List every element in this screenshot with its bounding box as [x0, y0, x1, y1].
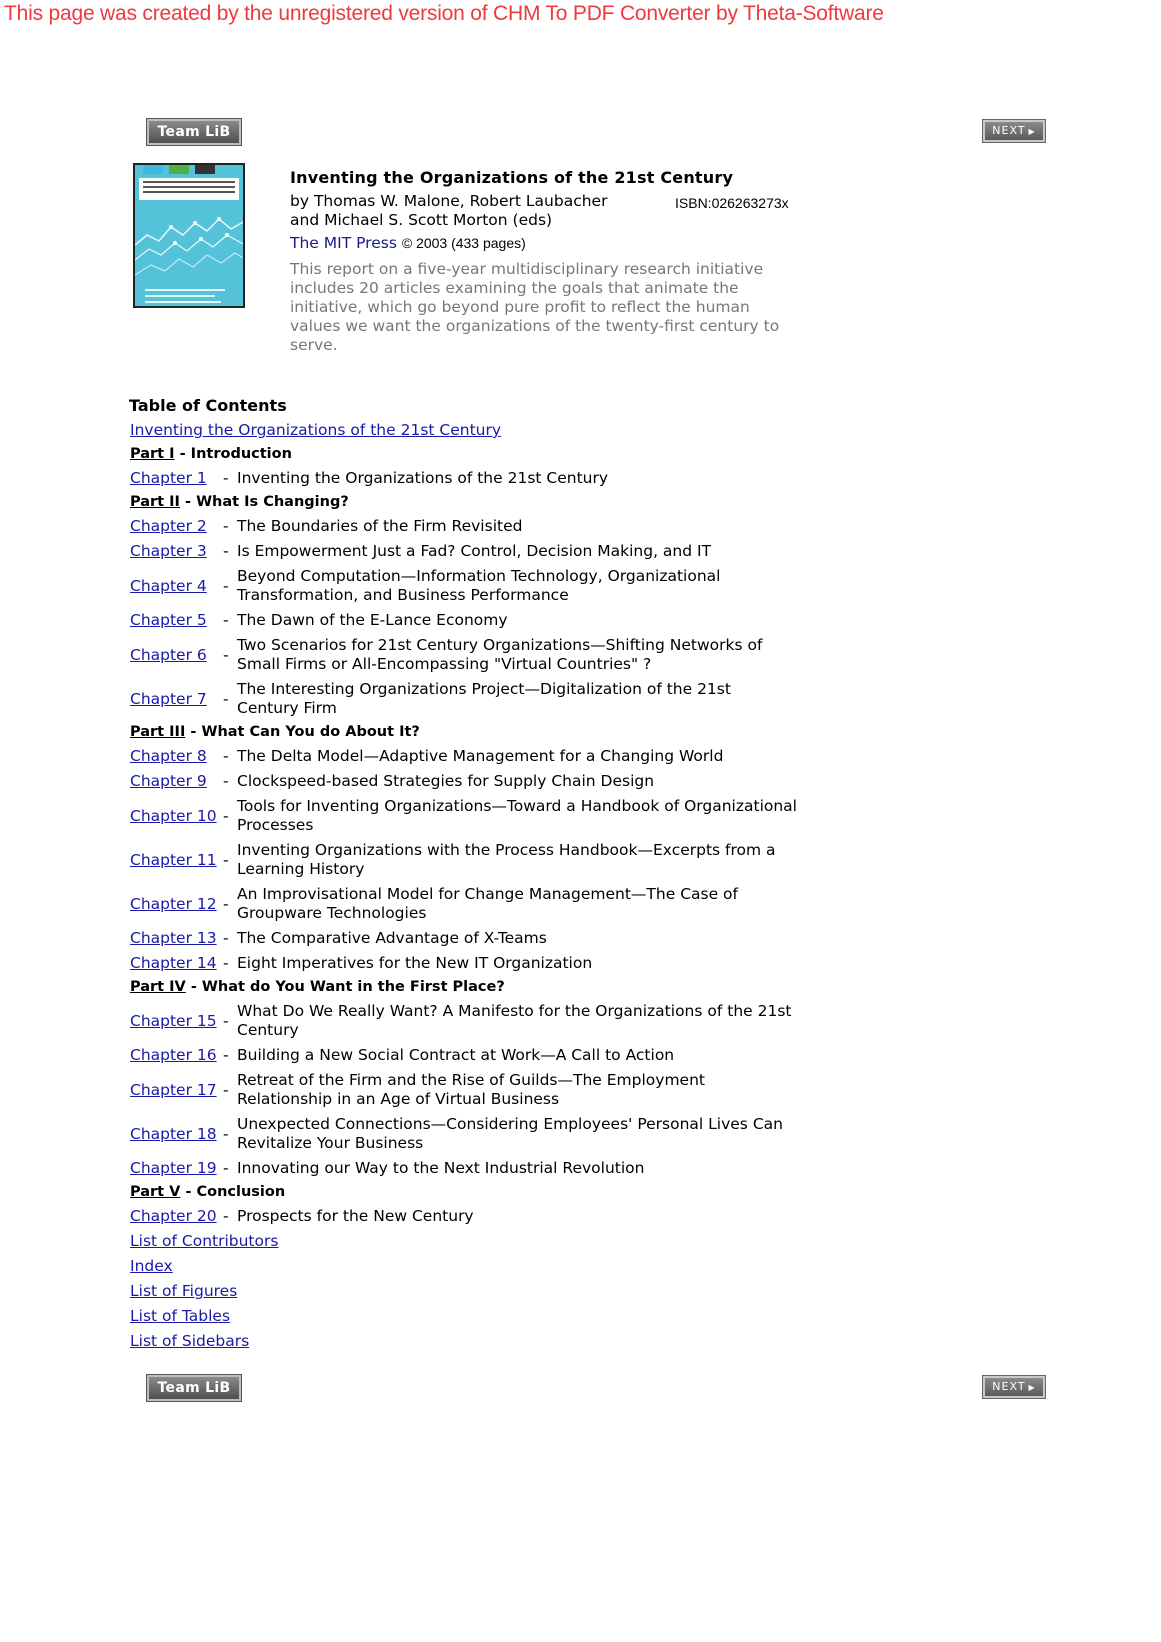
toc-heading: Table of Contents	[129, 396, 287, 415]
toc-chapter-row	[130, 882, 810, 926]
toc-chapter-row	[130, 677, 810, 721]
chapter-link[interactable]: Chapter 12	[130, 894, 217, 913]
toc-link[interactable]: List of Tables	[130, 1307, 231, 1325]
part-title: - What do You Want in the First Place?	[185, 979, 505, 995]
cover-band-blue	[143, 165, 163, 174]
part-number[interactable]: Part V	[130, 1184, 181, 1200]
chapter-dash: -	[223, 954, 229, 972]
chapter-link-cell	[130, 929, 223, 948]
toc-chapter-row	[130, 999, 810, 1043]
chapter-title: The Boundaries of the Firm Revisited	[237, 517, 523, 535]
cover-band-green	[169, 165, 189, 174]
chapter-title: Clockspeed-based Strategies for Supply Chain Design	[237, 772, 655, 790]
next-label: NEXT	[992, 1380, 1026, 1393]
converter-watermark: This page was created by the unregistered version of CHM To PDF Converter by Theta-Software	[4, 2, 884, 25]
toc-chapter-row	[130, 466, 810, 491]
toc-part-row	[130, 443, 810, 466]
toc-link-row	[130, 1229, 810, 1254]
toc-link[interactable]: List of Sidebars	[130, 1332, 250, 1350]
chapter-link[interactable]: Chapter 8	[130, 747, 207, 765]
toc-chapter-row	[130, 608, 810, 633]
chapter-dash: -	[223, 611, 229, 629]
toc-link-row	[130, 1279, 810, 1304]
chapter-link-cell	[130, 772, 223, 791]
toc-part-row	[130, 491, 810, 514]
chapter-link[interactable]: Chapter 1	[130, 469, 207, 487]
chapter-dash: -	[223, 1159, 229, 1177]
toc-link[interactable]: Index	[130, 1257, 173, 1275]
chapter-link-cell	[130, 747, 223, 766]
book-description: This report on a five-year multidisciplinary research initiative includes 20 articles examining the goals that animate the initiative, which go beyond pure profit to reflect the human values we want the organizations of the twenty-first century to serve.	[290, 260, 780, 354]
toc-link[interactable]: Inventing the Organizations of the 21st Century	[130, 421, 502, 439]
chapter-link[interactable]: Chapter 3	[130, 542, 207, 560]
chapter-dash: -	[223, 747, 229, 765]
part-number[interactable]: Part I	[130, 446, 175, 462]
part-number[interactable]: Part IV	[130, 979, 186, 995]
book-isbn: ISBN:026263273x	[675, 195, 789, 211]
chapter-dash: -	[223, 1011, 229, 1030]
chapter-dash: -	[223, 894, 229, 913]
toc-link-row	[130, 1254, 810, 1279]
play-arrow-icon: ▶	[1028, 127, 1036, 136]
chapter-link-cell	[130, 1081, 223, 1100]
toc-chapter-row	[130, 539, 810, 564]
team-lib-button-top[interactable]: Team LiB	[147, 119, 241, 145]
next-button-bottom[interactable]	[983, 1376, 1045, 1398]
chapter-title: Retreat of the Firm and the Rise of Guilds—The Employment Relationship in an Age of Virtual Business	[237, 1071, 705, 1108]
toc-link[interactable]: List of Contributors	[130, 1232, 279, 1250]
chapter-title: An Improvisational Model for Change Management—The Case of Groupware Technologies	[237, 885, 738, 922]
toc-link-row	[130, 418, 810, 443]
chapter-title: Eight Imperatives for the New IT Organization	[237, 954, 593, 972]
toc-chapter-row	[130, 926, 810, 951]
chapter-link-cell	[130, 1046, 223, 1065]
next-label: NEXT	[992, 124, 1026, 137]
table-of-contents	[130, 418, 810, 1354]
chapter-dash: -	[223, 1124, 229, 1143]
cover-band-black	[195, 165, 215, 174]
toc-chapter-row	[130, 564, 810, 608]
chapter-link[interactable]: Chapter 20	[130, 1207, 217, 1225]
toc-chapter-row	[130, 744, 810, 769]
chapter-link-cell	[130, 542, 223, 561]
chapter-link[interactable]: Chapter 10	[130, 806, 217, 825]
toc-chapter-row	[130, 1156, 810, 1181]
chapter-link[interactable]: Chapter 16	[130, 1046, 217, 1064]
chapter-dash: -	[223, 929, 229, 947]
toc-part-row	[130, 721, 810, 744]
chapter-link[interactable]: Chapter 9	[130, 772, 207, 790]
toc-chapter-row	[130, 1043, 810, 1068]
chapter-link-cell	[130, 577, 223, 596]
toc-chapter-row	[130, 1068, 810, 1112]
toc-link-row	[130, 1329, 810, 1354]
chapter-dash: -	[223, 645, 229, 664]
toc-chapter-row	[130, 633, 810, 677]
chapter-link-cell	[130, 807, 223, 826]
chapter-link-cell	[130, 517, 223, 536]
chapter-link-cell	[130, 1125, 223, 1144]
toc-part-row	[130, 976, 810, 999]
chapter-dash: -	[223, 576, 229, 595]
chapter-link[interactable]: Chapter 4	[130, 576, 207, 595]
chapter-link[interactable]: Chapter 15	[130, 1011, 217, 1030]
chapter-dash: -	[223, 772, 229, 790]
toc-chapter-row	[130, 769, 810, 794]
chapter-dash: -	[223, 469, 229, 487]
chapter-link[interactable]: Chapter 18	[130, 1124, 217, 1143]
cover-network-art	[135, 205, 245, 308]
next-button-top[interactable]	[983, 120, 1045, 142]
chapter-title: Inventing Organizations with the Process Handbook—Excerpts from a Learning History	[237, 841, 776, 878]
chapter-link[interactable]: Chapter 11	[130, 850, 217, 869]
chapter-dash: -	[223, 1046, 229, 1064]
chapter-link[interactable]: Chapter 19	[130, 1159, 217, 1177]
team-lib-button-bottom[interactable]: Team LiB	[147, 1375, 241, 1401]
toc-chapter-row	[130, 1112, 810, 1156]
chapter-dash: -	[223, 806, 229, 825]
part-title: - What Is Changing?	[179, 494, 349, 510]
toc-link-row	[130, 1304, 810, 1329]
book-title: Inventing the Organizations of the 21st Century	[290, 168, 734, 187]
chapter-link-cell	[130, 954, 223, 973]
chapter-dash: -	[223, 689, 229, 708]
chapter-title: Innovating our Way to the Next Industrial Revolution	[237, 1159, 645, 1177]
publication-date-pages: © 2003 (433 pages)	[401, 235, 526, 251]
chapter-link-cell	[130, 646, 223, 665]
publication-info	[290, 234, 800, 253]
part-number[interactable]: Part II	[130, 494, 180, 510]
chapter-link[interactable]: Chapter 5	[130, 611, 207, 629]
play-arrow-icon: ▶	[1028, 1383, 1036, 1392]
chapter-link-cell	[130, 1012, 223, 1031]
chapter-title: Building a New Social Contract at Work—A Call to Action	[237, 1046, 675, 1064]
chapter-title: Tools for Inventing Organizations—Toward a Handbook of Organizational Processes	[237, 797, 797, 834]
chapter-dash: -	[223, 1080, 229, 1099]
chapter-dash: -	[223, 1207, 229, 1225]
toc-part-row	[130, 1181, 810, 1204]
chapter-dash: -	[223, 517, 229, 535]
publisher-link[interactable]: The MIT Press	[290, 234, 397, 252]
chapter-link-cell	[130, 1159, 223, 1178]
part-title: - Introduction	[174, 446, 292, 462]
chapter-title: Beyond Computation—Information Technology, Organizational Transformation, and Business Performance	[237, 567, 721, 604]
part-title: - Conclusion	[180, 1184, 286, 1200]
cover-title-area	[139, 178, 239, 200]
chapter-link[interactable]: Chapter 13	[130, 929, 217, 947]
chapter-link[interactable]: Chapter 17	[130, 1080, 217, 1099]
toc-link[interactable]: List of Figures	[130, 1282, 238, 1300]
chapter-link[interactable]: Chapter 6	[130, 645, 207, 664]
toc-chapter-row	[130, 794, 810, 838]
chapter-link-cell	[130, 690, 223, 709]
toc-chapter-row	[130, 838, 810, 882]
toc-chapter-row	[130, 1204, 810, 1229]
chapter-link[interactable]: Chapter 7	[130, 689, 207, 708]
chapter-link-cell	[130, 1207, 223, 1226]
chapter-title: The Interesting Organizations Project—Digitalization of the 21st Century Firm	[237, 680, 731, 717]
part-title: - What Can You do About It?	[185, 724, 420, 740]
chapter-dash: -	[223, 542, 229, 560]
book-metadata	[290, 168, 800, 355]
chapter-title: The Dawn of the E-Lance Economy	[237, 611, 508, 629]
chapter-title: The Comparative Advantage of X-Teams	[237, 929, 547, 947]
chapter-title: Unexpected Connections—Considering Employees' Personal Lives Can Revitalize Your Business	[237, 1115, 783, 1152]
chapter-title: Prospects for the New Century	[237, 1207, 474, 1225]
chapter-link[interactable]: Chapter 2	[130, 517, 207, 535]
chapter-title: Inventing the Organizations of the 21st Century	[237, 469, 609, 487]
chapter-title: What Do We Really Want? A Manifesto for the Organizations of the 21st Century	[237, 1002, 792, 1039]
book-authors: by Thomas W. Malone, Robert Laubacher and Michael S. Scott Morton (eds)	[290, 192, 608, 229]
chapter-title: Two Scenarios for 21st Century Organizations—Shifting Networks of Small Firms or All-Encompassing "Virtual Countries" ?	[237, 636, 763, 673]
chapter-link-cell	[130, 469, 223, 488]
part-number[interactable]: Part III	[130, 724, 186, 740]
chapter-title: The Delta Model—Adaptive Management for a Changing World	[237, 747, 724, 765]
book-cover-image	[133, 163, 245, 308]
chapter-link-cell	[130, 851, 223, 870]
toc-chapter-row	[130, 951, 810, 976]
toc-chapter-row	[130, 514, 810, 539]
chapter-link-cell	[130, 611, 223, 630]
chapter-link-cell	[130, 895, 223, 914]
chapter-dash: -	[223, 850, 229, 869]
chapter-link[interactable]: Chapter 14	[130, 954, 217, 972]
chapter-title: Is Empowerment Just a Fad? Control, Decision Making, and IT	[237, 542, 712, 560]
